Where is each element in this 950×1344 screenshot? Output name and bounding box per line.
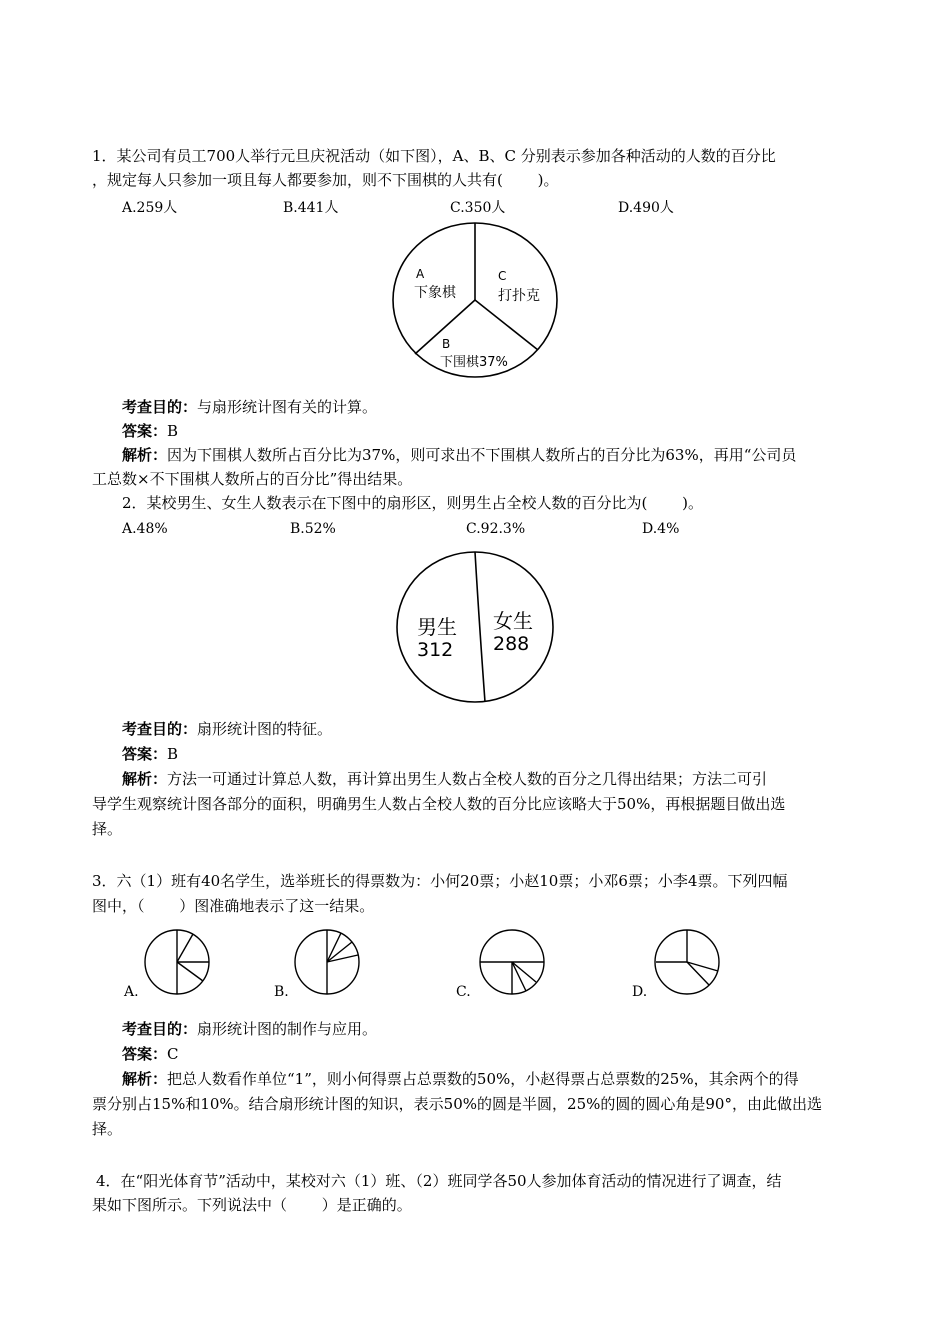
q1-answer-text: B [167, 422, 179, 440]
q3-pie-d [653, 928, 721, 996]
q1-option-c: C.350人 [450, 200, 506, 216]
q2-stem-line1: 2．某校男生、女生人数表示在下图中的扇形区，则男生占全校人数的百分比为( )。 [122, 494, 704, 512]
q1-option-b: B.441人 [283, 200, 339, 216]
q4-stem-line1: 4．在“阳光体育节”活动中，某校对六（1）班、（2）班同学各50人参加体育活动的情况进行了调查，结 [96, 1172, 782, 1190]
q3-purpose-text: 扇形统计图的制作与应用。 [197, 1020, 378, 1038]
q2-analysis-line1 [122, 769, 767, 789]
q2-pie-chart [395, 550, 555, 705]
q1-purpose-text: 与扇形统计图有关的计算。 [197, 398, 378, 416]
q3-answer [122, 1044, 179, 1064]
q1-option-a: A.259人 [122, 200, 178, 216]
q3-analysis-line2: 票分别占15%和10%。结合扇形统计图的知识，表示50%的圆是半圆，25%的圆的圆心角是90°，由此做出选 [92, 1095, 822, 1113]
q3-option-d: D. [632, 984, 648, 1000]
q1-analysis-line1 [122, 445, 796, 465]
q1-answer-label: 答案： [122, 422, 168, 440]
q3-analysis-label: 解析： [122, 1070, 168, 1088]
q2-analysis-text1: 方法一可通过计算总人数，再计算出男生人数占全校人数的百分之几得出结果；方法二可引 [167, 770, 768, 788]
q1-purpose [122, 397, 377, 417]
q2-answer [122, 744, 178, 764]
q2-option-c: C.92.3% [466, 521, 526, 537]
q3-option-b: B. [274, 984, 289, 1000]
q2-option-b: B.52% [290, 521, 336, 537]
q1-pie-chart [390, 220, 560, 380]
q2-analysis-label: 解析： [122, 770, 168, 788]
q3-analysis-line3: 择。 [92, 1120, 123, 1138]
q3-pie-a [143, 928, 211, 996]
q1-label-c-text: 打扑克 [498, 288, 540, 304]
q3-purpose [122, 1019, 377, 1039]
q1-analysis-label: 解析： [122, 446, 168, 464]
q3-option-a: A. [124, 984, 139, 1000]
q3-answer-label: 答案： [122, 1045, 168, 1063]
q1-label-c-letter: C [498, 269, 507, 283]
q1-stem-line2: ，规定每人只参加一项且每人都要参加，则不下围棋的人共有( )。 [92, 171, 559, 189]
q2-option-d: D.4% [642, 521, 680, 537]
q3-stem-line1: 3．六（1）班有40名学生，选举班长的得票数为：小何20票；小赵10票；小邓6票；小李4票。下列四幅 [92, 872, 788, 890]
q1-label-b-text: 下围棋37% [440, 355, 508, 370]
q2-analysis-line2: 导学生观察统计图各部分的面积，明确男生人数占全校人数的百分比应该略大于50%，再根据题目做出选 [92, 795, 786, 813]
q1-answer [122, 421, 178, 441]
q2-male-value: 312 [417, 639, 454, 661]
q1-analysis-text1: 因为下围棋人数所占百分比为37%，则可求出不下围棋人数所占的百分比为63%，再用“公司员 [167, 446, 797, 464]
q1-purpose-label: 考查目的： [122, 398, 198, 416]
q2-purpose-label: 考查目的： [122, 720, 198, 738]
q3-stem-line2: 图中，（ ）图准确地表示了这一结果。 [92, 897, 375, 915]
q3-option-c: C. [456, 984, 471, 1000]
q3-purpose-label: 考查目的： [122, 1020, 198, 1038]
q1-label-b-letter: B [442, 337, 451, 351]
q2-analysis-line3: 择。 [92, 820, 123, 838]
q2-option-a: A.48% [122, 521, 168, 537]
q1-analysis-line2: 工总数×不下围棋人数所占的百分比”得出结果。 [92, 470, 413, 488]
q3-pie-c [478, 928, 546, 996]
q2-female-value: 288 [493, 633, 530, 655]
q1-label-a-letter: A [416, 267, 425, 281]
q2-answer-text: B [167, 745, 179, 763]
q3-analysis-text1: 把总人数看作单位“1”，则小何得票占总票数的50%，小赵得票占总票数的25%，其余两个的得 [167, 1070, 799, 1088]
q1-option-d: D.490人 [618, 200, 674, 216]
q2-purpose-text: 扇形统计图的特征。 [197, 720, 333, 738]
q3-answer-text: C [167, 1045, 179, 1063]
q4-stem-line2: 果如下图所示。下列说法中（ ）是正确的。 [92, 1196, 412, 1214]
q2-answer-label: 答案： [122, 745, 168, 763]
q3-pie-b [293, 928, 361, 996]
q2-male-label: 男生 [417, 615, 457, 639]
q2-female-label: 女生 [493, 609, 533, 633]
q2-purpose [122, 719, 332, 739]
q1-stem-line1: 1．某公司有员工700人举行元旦庆祝活动（如下图），A、B、C 分别表示参加各种活动的人数的百分比 [92, 147, 776, 165]
q3-analysis-line1 [122, 1069, 799, 1089]
q1-label-a-text: 下象棋 [414, 285, 456, 301]
